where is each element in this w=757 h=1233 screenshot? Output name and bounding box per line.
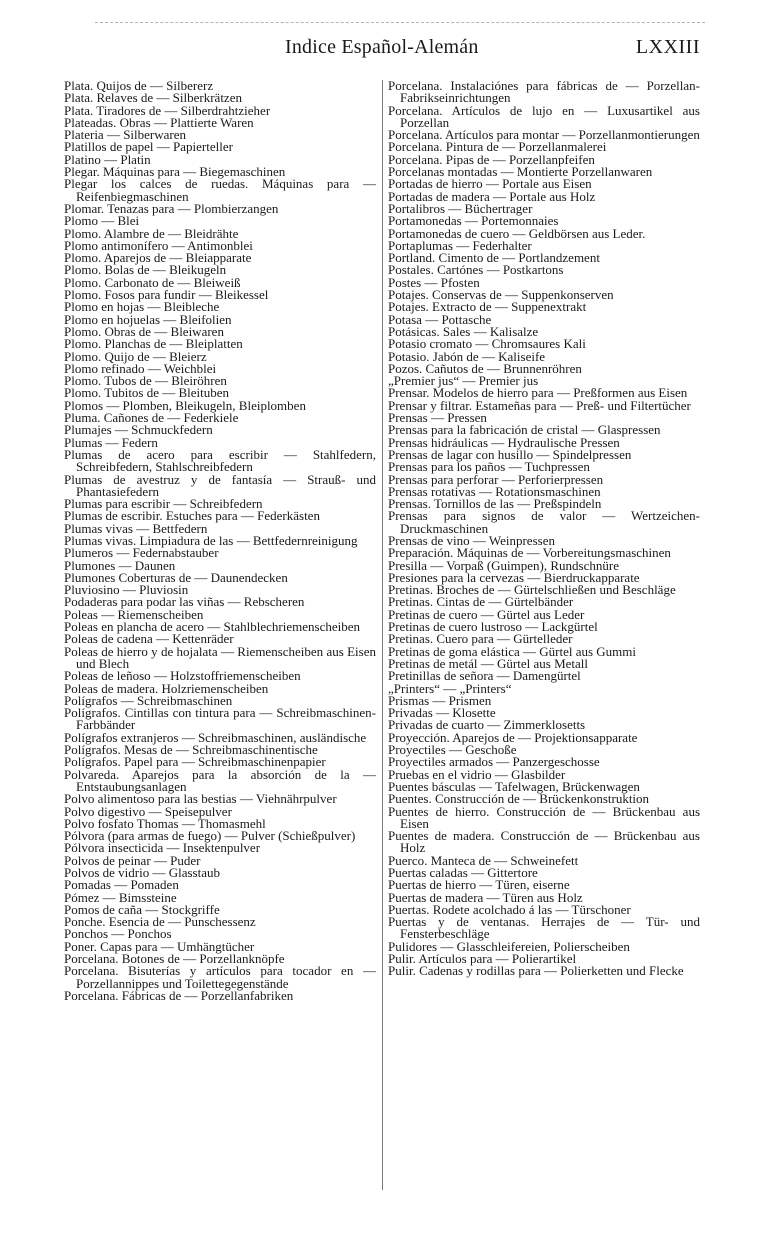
index-entry: Plumones — Daunen (64, 557, 176, 573)
left-index-column (64, 80, 376, 1002)
index-entry: Pulidores — Glasschleifereien, Polierscheiben (388, 938, 630, 954)
index-entry: Polígrafos — Schreibmaschinen (64, 692, 233, 708)
index-entry: Plumas de escribir. Estuches para — Federkästen (64, 508, 320, 524)
index-entry: Plata. Quijos de — Silbererz (64, 78, 214, 93)
index-entry: Postales. Cartónes — Postkartons (388, 262, 564, 278)
index-entry: Plomo. Tubitos de — Bleituben (64, 385, 230, 401)
index-entry: Plomos — Plomben, Bleikugeln, Bleiplomben (64, 397, 306, 413)
index-entry: Plomo en hojuelas — Bleifolien (64, 311, 232, 327)
right-index-column (388, 80, 700, 978)
index-entry: Pozos. Cañutos de — Brunnenröhren (388, 360, 582, 376)
index-entry: Puertas de madera — Türen aus Holz (388, 889, 583, 905)
index-entry: Poleas de cadena — Kettenräder (64, 631, 234, 647)
index-entry: Preparación. Máquinas de — Vorbereitungsmaschinen (388, 545, 671, 561)
index-entry: „Premier jus“ — Premier jus (388, 373, 539, 389)
index-entry: Plomar. Tenazas para — Plombierzangen (64, 200, 279, 216)
page-number: LXXIII (635, 36, 700, 58)
index-entry: Polígrafos. Cintillas con tintura para — Schreibmaschinen-Farbbänder (64, 705, 376, 733)
index-entry: Puerco. Manteca de — Schweinefett (388, 852, 579, 868)
index-entry: Plomo. Quijo de — Bleierz (64, 348, 207, 364)
index-entry: Plegar. Máquinas para — Biegemaschinen (64, 164, 286, 180)
index-entry: Postes — Pfosten (388, 274, 480, 290)
index-entry: Polvos de peinar — Puder (64, 852, 201, 868)
index-entry: Plomo. Bolas de — Bleikugeln (64, 262, 227, 278)
index-entry: Potajes. Extracto de — Suppenextrakt (388, 299, 587, 315)
index-entry: Pretinas. Cuero para — Gürtelleder (388, 631, 573, 647)
index-entry: Pulir. Cadenas y rodillas para — Polierketten und Flecke (388, 963, 684, 979)
index-entry: Plomo. Fosos para fundir — Bleikessel (64, 287, 269, 303)
page-title: Indice Español-Alemán (285, 36, 479, 58)
index-entry: Polvo fosfato Thomas — Thomasmehl (64, 815, 266, 831)
index-entry: Pómez — Bimssteine (64, 889, 177, 905)
index-entry: Pomos de caña — Stockgriffe (64, 901, 220, 917)
index-entry: Polígrafos. Mesas de — Schreibmaschinentische (64, 742, 318, 758)
index-entry: Prismas — Prismen (388, 692, 492, 708)
index-entry: Polvareda. Aparejos para la absorción de la — Entstaubungsanlagen (64, 766, 376, 794)
index-entry: Porcelana. Pintura de — Porzellanmalerei (388, 139, 607, 155)
index-entry: Presiones para la cervezas — Bierdruckapparate (388, 569, 640, 585)
column-divider (382, 80, 383, 1190)
index-entry: Plomo. Aparejos de — Bleiapparate (64, 250, 252, 266)
index-entry: Podaderas para podar las viñas — Rebscheren (64, 594, 305, 610)
index-entry: Plumajes — Schmuckfedern (64, 422, 213, 438)
index-entry: Poleas de leñoso — Holzstoffriemenscheiben (64, 668, 301, 684)
index-entry: Potajes. Conservas de — Suppenkonserven (388, 287, 614, 303)
index-entry: Puentes básculas — Tafelwagen, Brückenwagen (388, 778, 640, 794)
index-entry: Porcelana. Botones de — Porzellanknöpfe (64, 951, 285, 967)
index-entry: Plomo. Obras de — Bleiwaren (64, 323, 224, 339)
index-entry: Plomo. Alambre de — Bleidrähte (64, 225, 239, 241)
index-entry: Pruebas en el vidrio — Glasbilder (388, 766, 566, 782)
index-entry: Pólvora insecticida — Insektenpulver (64, 840, 261, 856)
index-entry: Ponchos — Ponchos (64, 926, 172, 942)
index-entry: Plumeros — Federnabstauber (64, 545, 219, 561)
index-entry: Potasio cromato — Chromsaures Kali (388, 336, 586, 352)
index-entry: Porcelana. Pipas de — Porzellanpfeifen (388, 151, 595, 167)
index-entry: Polígrafos. Papel para — Schreibmaschinenpapier (64, 754, 326, 770)
index-entry: Poleas en plancha de acero — Stahlblechriemenscheiben (64, 619, 360, 635)
index-entry: Plumas para escribir — Schreibfedern (64, 496, 263, 512)
index-entry: Plumas vivas. Limpiadura de las — Bettfedernreinigung (64, 532, 358, 548)
index-entry: Porcelanas montadas — Montierte Porzellanwaren (388, 164, 653, 180)
index-entry: Potásicas. Sales — Kalisalze (388, 323, 539, 339)
index-entry: Platillos de papel — Papierteller (64, 139, 233, 155)
index-entry: Proyectiles — Geschoße (388, 742, 517, 758)
index-entry: Prensas para signos de valor — Wertzeichen-Druckmaschinen (388, 508, 700, 536)
index-entry: Polvo digestivo — Speisepulver (64, 803, 232, 819)
index-entry: Plata. Tiradores de — Silberdrahtzieher (64, 102, 271, 118)
index-entry: Puertas y de ventanas. Herrajes de — Tür- und Fensterbeschläge (388, 914, 700, 942)
index-entry: Ponche. Esencia de — Punschessenz (64, 914, 256, 930)
index-entry: Plata. Relaves de — Silberkrätzen (64, 90, 242, 106)
index-entry: Portamonedas — Portemonnaies (388, 213, 559, 229)
index-entry: Prensas de lagar con husillo — Spindelpressen (388, 446, 632, 462)
index-entry: Plegar los calces de ruedas. Máquinas para — Reifenbiegmaschinen (64, 176, 376, 204)
index-entry: Potasio. Jabón de — Kaliseife (388, 348, 546, 364)
index-entry: Porcelana. Bisuterías y artículos para tocador en — Porzellannippes und Toilettegegenstände (64, 963, 376, 991)
index-entry: Plumas de avestruz y de fantasía — Strauß- und Phantasiefedern (64, 471, 376, 499)
top-dashed-rule (95, 22, 705, 23)
index-entry: „Printers“ — „Printers“ (388, 680, 512, 696)
index-entry: Prensar y filtrar. Estameñas para — Preß- und Filtertücher (388, 397, 691, 413)
index-entry: Pretinas de goma elástica — Gürtel aus Gummi (388, 643, 637, 659)
index-entry: Plumones Coberturas de — Daunendecken (64, 569, 288, 585)
index-entry: Plomo. Tubos de — Bleiröhren (64, 373, 227, 389)
index-entry: Puentes. Construcción de — Brückenkonstruktion (388, 791, 650, 807)
index-entry: Pólvora (para armas de fuego) — Pulver (Schießpulver) (64, 828, 356, 844)
index-entry: Porcelana. Instalaciónes para fábricas de — Porzellan-Fabrikseinrichtungen (388, 78, 700, 106)
index-entry: Puertas. Rodete acolchado á las — Türschoner (388, 901, 631, 917)
index-entry: Prensas para la fabricación de cristal — Glaspressen (388, 422, 661, 438)
index-entry: Prensas para los paños — Tuchpressen (388, 459, 590, 475)
index-entry: Plumas de acero para escribir — Stahlfedern, Schreibfedern, Stahlschreibfedern (64, 446, 376, 475)
index-entry: Polvo alimentoso para las bestias — Viehnährpulver (64, 791, 337, 807)
index-entry: Porcelana. Artículos de lujo en — Luxusartikel aus Porzellan (388, 102, 700, 130)
index-entry: Plateadas. Obras — Plattierte Waren (64, 114, 254, 130)
index-entry: Polígrafos extranjeros — Schreibmaschinen, ausländische (64, 729, 367, 745)
index-entry: Privadas de cuarto — Zimmerklosetts (388, 717, 586, 733)
index-entry: Puertas de hierro — Türen, eiserne (388, 877, 570, 893)
index-entry: Plomo — Blei (64, 213, 140, 229)
index-entry: Portadas de hierro — Portale aus Eisen (388, 176, 592, 192)
index-entry: Poleas de madera. Holzriemenscheiben (64, 680, 269, 696)
index-entry: Proyección. Aparejos de — Projektionsapparate (388, 729, 638, 745)
index-entry: Plumas — Federn (64, 434, 158, 450)
index-entry: Polvos de vidrio — Glasstaub (64, 865, 220, 880)
index-entry: Prensar. Modelos de hierro para — Preßformen aus Eisen (388, 385, 688, 401)
index-entry: Prensas de vino — Weinpressen (388, 532, 555, 548)
index-entry: Pulir. Artículos para — Polierartikel (388, 951, 577, 967)
index-entry: Plomo antimonífero — Antimonblei (64, 237, 253, 253)
index-entry: Portamonedas de cuero — Geldbörsen aus Leder. (388, 225, 646, 241)
index-entry: Portaplumas — Federhalter (388, 237, 532, 253)
index-entry: Portalibros — Büchertrager (388, 200, 533, 216)
index-entry: Platino — Platin (64, 151, 151, 167)
index-entry: Porcelana. Fábricas de — Porzellanfabriken (64, 987, 294, 1003)
index-entry: Poleas de hierro y de hojalata — Riemenscheiben aus Eisen und Blech (64, 643, 376, 671)
index-entry: Prensas rotativas — Rotationsmaschinen (388, 483, 601, 499)
index-entry: Puentes de hierro. Construcción de — Brückenbau aus Eisen (388, 803, 700, 831)
index-entry: Puertas caladas — Gittertore (388, 865, 538, 880)
index-entry: Pomadas — Pomaden (64, 877, 179, 893)
index-entry: Prensas — Pressen (388, 410, 487, 426)
index-entry: Privadas — Klosette (388, 705, 496, 721)
index-entry: Proyectiles armados — Panzergeschosse (388, 754, 600, 770)
index-entry: Plomo. Planchas de — Bleiplatten (64, 336, 243, 352)
index-entry: Prensas. Tornillos de las — Preßspindeln (388, 496, 602, 512)
index-entry: Pretinas de cuero lustroso — Lackgürtel (388, 619, 598, 635)
index-entry: Pretinas. Broches de — Gürtelschließen und Beschläge (388, 582, 676, 598)
index-entry: Pretinas de metál — Gürtel aus Metall (388, 655, 589, 671)
index-entry: Poner. Capas para — Umhängtücher (64, 938, 255, 954)
index-entry: Plomo refinado — Weichblei (64, 360, 217, 376)
index-entry: Pluma. Cañones de — Federkiele (64, 410, 239, 426)
index-entry: Portland. Cimento de — Portlandzement (388, 250, 600, 266)
index-entry: Plomo en hojas — Bleibleche (64, 299, 220, 315)
index-entry: Plateria — Silberwaren (64, 127, 187, 143)
index-entry: Potasa — Pottasche (388, 311, 492, 327)
index-entry: Portadas de madera — Portale aus Holz (388, 188, 596, 204)
index-entry: Porcelana. Artículos para montar — Porzellanmontierungen (388, 127, 700, 143)
index-entry: Poleas — Riemenscheiben (64, 606, 204, 622)
index-entry: Plumas vivas — Bettfedern (64, 520, 208, 536)
index-entry: Puentes de madera. Construcción de — Brückenbau aus Holz (388, 828, 700, 856)
index-entry: Pluviosino — Pluviosin (64, 582, 189, 598)
index-entry: Pretinas de cuero — Gürtel aus Leder (388, 606, 585, 622)
index-entry: Presilla — Vorpaß (Guimpen), Rundschnüre (388, 557, 619, 573)
index-entry: Pretinillas de señora — Damengürtel (388, 668, 581, 684)
index-entry: Pretinas. Cintas de — Gürtelbänder (388, 594, 574, 610)
index-entry: Prensas para perforar — Perforierpressen (388, 471, 604, 487)
index-entry: Plomo. Carbonato de — Bleiweiß (64, 274, 241, 290)
index-entry: Prensas hidráulicas — Hydraulische Pressen (388, 434, 620, 450)
